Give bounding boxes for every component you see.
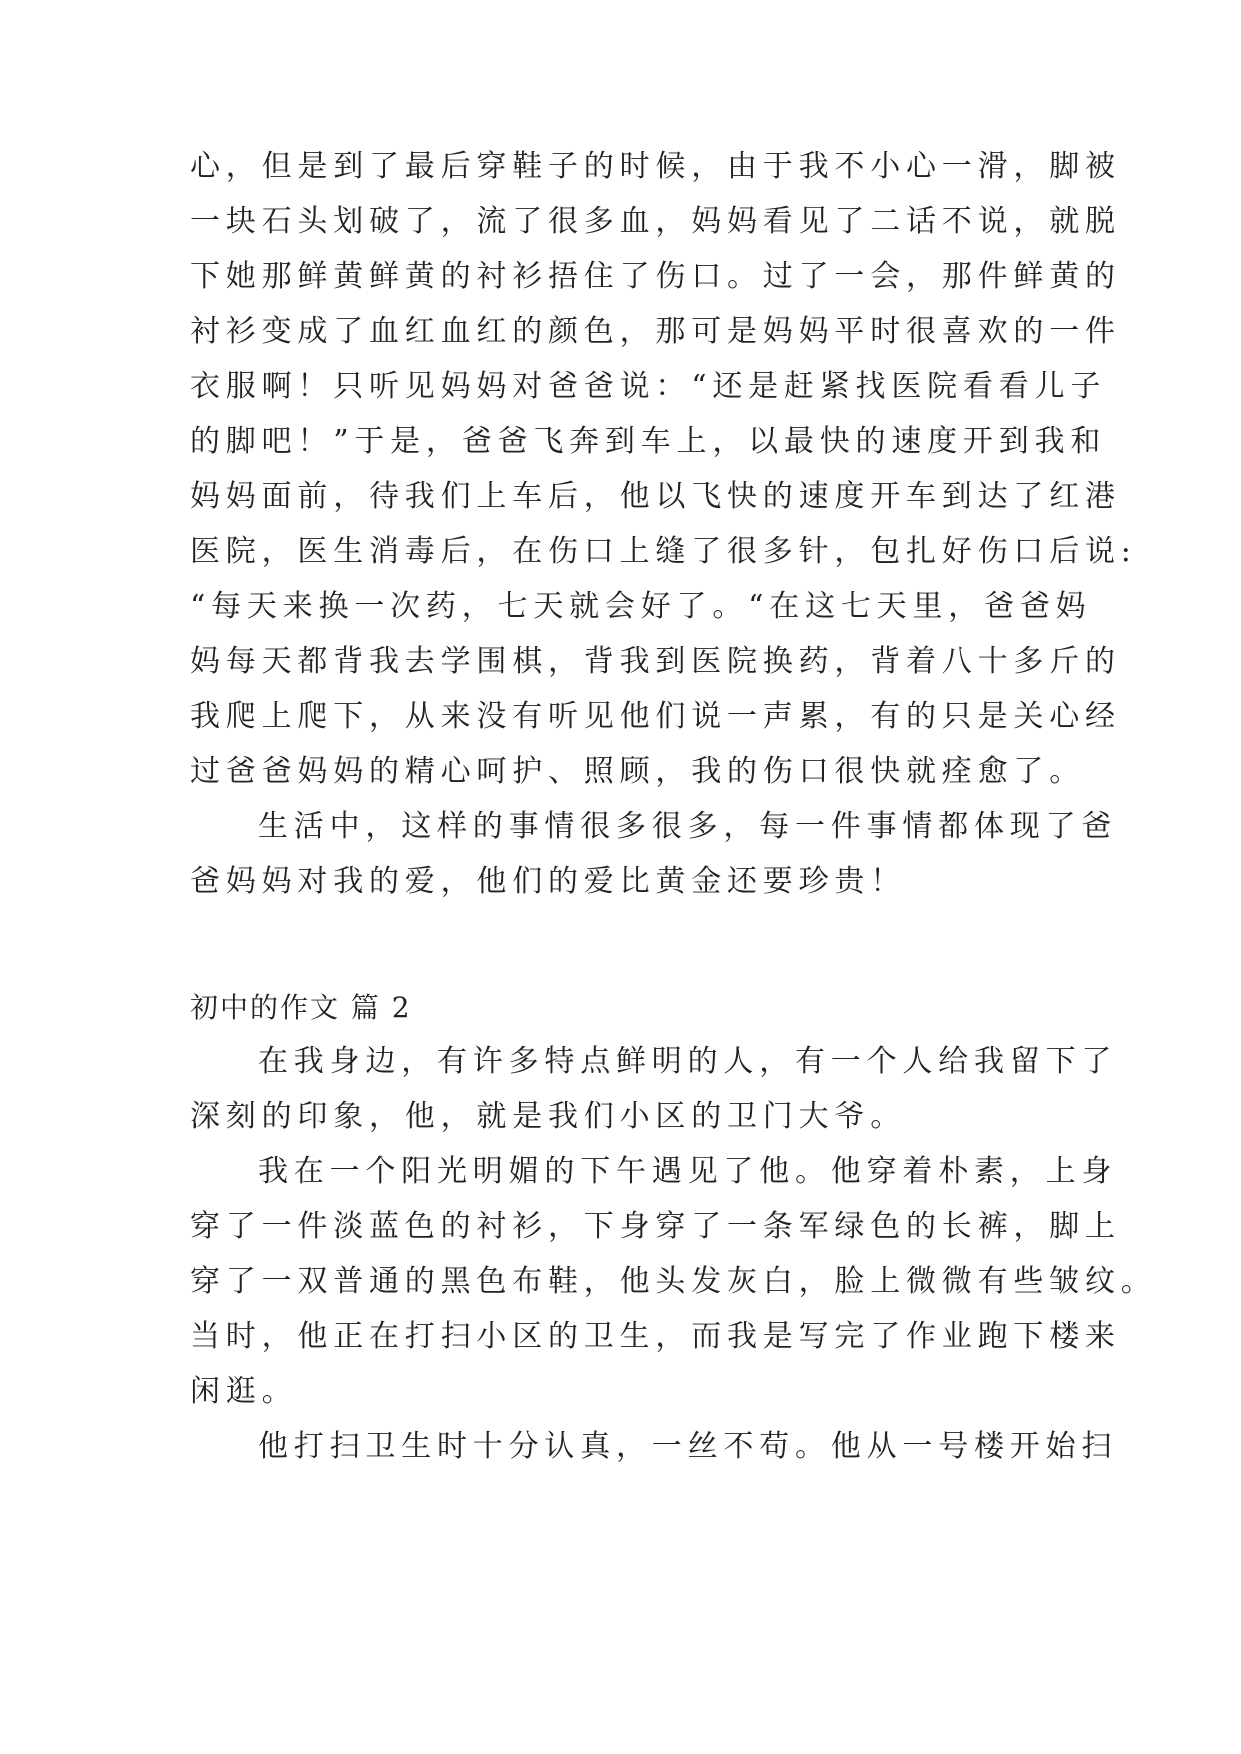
essay-body (190, 0, 1157, 1754)
paragraph-line: 他打扫卫生时十分认真，一丝不苟。他从一号楼开始扫 (258, 1429, 1118, 1464)
paragraph-line: 医院，医生消毒后，在伤口上缝了很多针，包扎好伤口后说: (190, 534, 1137, 569)
paragraph-line: 我爬上爬下，从来没有听见他们说一声累，有的只是关心经 (190, 699, 1121, 734)
paragraph-line: 妈妈面前，待我们上车后，他以飞快的速度开车到达了红港 (190, 479, 1121, 514)
paragraph-line: 深刻的印象，他，就是我们小区的卫门大爷。 (190, 1099, 906, 1134)
paragraph-line: 在我身边，有许多特点鲜明的人，有一个人给我留下了 (258, 1044, 1118, 1079)
paragraph-line: 衣服啊！只听见妈妈对爸爸说：“还是赶紧找医院看看儿子 (190, 369, 1107, 404)
paragraph-line: 妈每天都背我去学围棋，背我到医院换药，背着八十多斤的 (190, 644, 1121, 679)
essay-heading: 初中的作文 篇 2 (190, 991, 412, 1024)
paragraph-line: 穿了一双普通的黑色布鞋，他头发灰白，脸上微微有些皱纹。 (190, 1264, 1157, 1299)
paragraph-line: 一块石头划破了，流了很多血，妈妈看见了二话不说，就脱 (190, 204, 1121, 239)
paragraph-line: 当时，他正在打扫小区的卫生，而我是写完了作业跑下楼来 (190, 1319, 1121, 1354)
paragraph-line: 穿了一件淡蓝色的衬衫，下身穿了一条军绿色的长裤，脚上 (190, 1209, 1121, 1244)
paragraph-line: 爸妈妈对我的爱，他们的爱比黄金还要珍贵！ (190, 864, 906, 899)
paragraph-line: “每天来换一次药，七天就会好了。“在这七天里，爸爸妈 (190, 589, 1092, 624)
paragraph-line: 的脚吧！”于是，爸爸飞奔到车上，以最快的速度开到我和 (190, 424, 1107, 459)
paragraph-line: 闲逛。 (190, 1374, 298, 1409)
paragraph-line: 过爸爸妈妈的精心呵护、照顾，我的伤口很快就痊愈了。 (190, 754, 1085, 789)
paragraph-line: 生活中，这样的事情很多很多，每一件事情都体现了爸 (258, 809, 1118, 844)
paragraph-line: 心，但是到了最后穿鞋子的时候，由于我不小心一滑，脚被 (190, 149, 1121, 184)
paragraph-line: 下她那鲜黄鲜黄的衬衫捂住了伤口。过了一会，那件鲜黄的 (190, 259, 1121, 294)
paragraph-line: 我在一个阳光明媚的下午遇见了他。他穿着朴素，上身 (258, 1154, 1118, 1189)
paragraph-line: 衬衫变成了血红血红的颜色，那可是妈妈平时很喜欢的一件 (190, 314, 1121, 349)
